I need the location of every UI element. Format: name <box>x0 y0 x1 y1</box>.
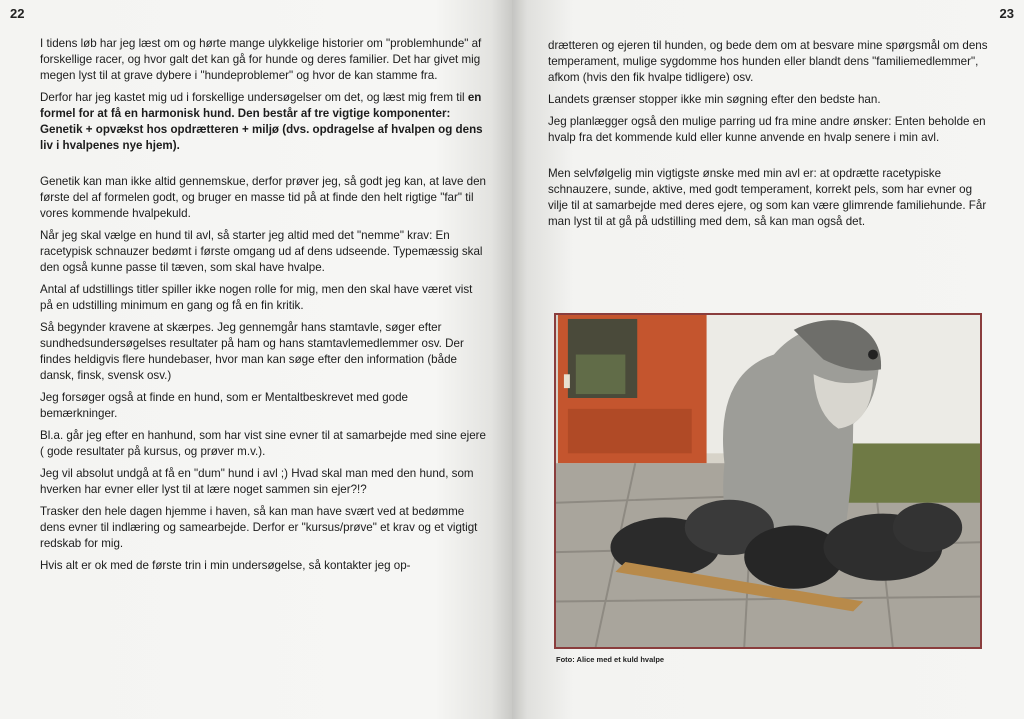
formula-statement: en formel for at få en harmonisk hund. Den består af tre vigtige komponenter: Genetik + opvækst hos opdrætteren + miljø (dvs. opdragelse af hvalpen og dens liv i hvalpenes nye hjem). <box>40 91 483 152</box>
right-paragraph-1: drætteren og ejeren til hunden, og bede dem om at besvare mine spørgsmål om dens temperament, mulige sygdomme hos hunden eller blandt dens "familiemedlemmer", afkom (hvis den fik hvalpe tidligere) osv. <box>548 39 988 84</box>
right-page <box>512 0 1024 719</box>
left-paragraph-10: Trasker den hele dagen hjemme i haven, så kan man have svært ved at bedømme dens evner til indlæring og samearbejde. Derfor er "kursus/prøve" et krav og et vigtigt redskab for mig. <box>40 505 478 550</box>
left-paragraph-8: Bl.a. går jeg efter en hanhund, som har vist sine evner til at samarbejde med sine ejere ( gode resultater på kursus, og prøver m.v.). <box>40 429 486 458</box>
left-text-column <box>40 36 486 580</box>
left-paragraph-6: Så begynder kravene at skærpes. Jeg gennemgår hans stamtavle, søger efter sundhedsundersøgelses resultater på ham og hans stamtavlemedlemmer osv. Der findes heldigvis flere hundebaser, hvor man kan søge efter den information (både dansk, finsk, svensk osv.) <box>40 321 464 382</box>
page-number-right: 23 <box>999 6 1014 21</box>
photo-puppy-5 <box>893 503 962 552</box>
left-paragraph-9: Jeg vil absolut undgå at få en "dum" hund i avl ;) Hvad skal man med den hund, som hverken har evner eller lyst til at lære noget sammen sin ejer?!? <box>40 467 474 496</box>
left-paragraph-5: Antal af udstillings titler spiller ikke nogen rolle for mig, men den skal have været vist på en udstilling minimum en gang og få en fin kritik. <box>40 283 473 312</box>
right-paragraph-4: Men selvfølgelig min vigtigste ønske med min avl er: at opdrætte racetypiske schnauzere, sunde, aktive, med godt temperament, korrekt pels, som har evner og vilje til at samarbejde med deres ejere, og som kan være glimrende familiehunde. Får man lyst til at gå på udstilling med dem, så kan man også det. <box>548 167 987 228</box>
left-paragraph-7: Jeg forsøger også at finde en hund, som er Mentaltbeskrevet med gode bemærkninger. <box>40 391 408 420</box>
left-paragraph-11: Hvis alt er ok med de første trin i min undersøgelse, så kontakter jeg op- <box>40 559 411 572</box>
photo-grass <box>833 443 980 502</box>
right-paragraph-3: Jeg planlægger også den mulige parring ud fra mine andre ønsker: Enten beholde en hvalp fra det kommende kuld eller kunne anvende en hvalp senere i min avl. <box>548 115 986 144</box>
page-number-left: 22 <box>10 6 25 21</box>
photo-door-panel <box>568 409 692 453</box>
photo-door-handle <box>564 374 570 388</box>
photo-window-plant <box>576 355 626 395</box>
right-paragraph-2: Landets grænser stopper ikke min søgning efter den bedste han. <box>548 93 881 106</box>
left-paragraph-3: Genetik kan man ikke altid gennemskue, derfor prøver jeg, så godt jeg kan, at lave den første del af formelen godt, og bruger en masse tid på at finde den helt rigtige "far" til vores kommende hvalpekuld. <box>40 175 486 220</box>
left-paragraph-4: Når jeg skal vælge en hund til avl, så starter jeg altid med det "nemme" krav: En racetypisk schnauzer bedømt i første omgang ud af dens udseende. Typemæssig skal den også kunne passe til tæven, som skal have hvalpe. <box>40 229 483 274</box>
schnauzer-puppies-photo <box>554 313 982 649</box>
photo-illustration <box>556 315 980 647</box>
photo-caption: Foto: Alice med et kuld hvalpe <box>556 655 665 664</box>
photo-adult-dog-nose <box>868 350 878 360</box>
right-text-column <box>548 38 988 236</box>
left-paragraph-1: I tidens løb har jeg læst om og hørte mange ulykkelige historier om "problemhunde" af forskellige racer, og hvor galt det kan gå for hunde og deres familier. Det har givet mig megen lyst til at grave dybere i "hundeproblemer" og hvor de kan stamme fra. <box>40 37 482 82</box>
formula-intro: Derfor har jeg kastet mig ud i forskellige undersøgelser om det, og læst mig frem til <box>40 91 468 104</box>
left-paragraph-2 <box>40 90 486 154</box>
